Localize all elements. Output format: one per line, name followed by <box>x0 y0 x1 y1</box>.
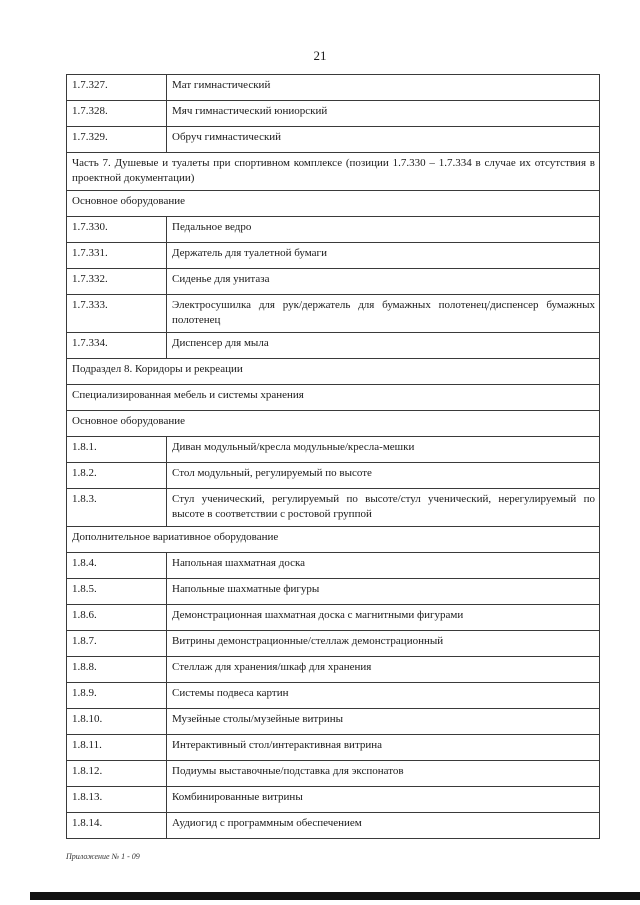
table-row <box>67 295 600 333</box>
item-name: Интерактивный стол/интерактивная витрина <box>167 735 600 761</box>
section-heading: Основное оборудование <box>67 411 600 437</box>
item-code: 1.8.7. <box>67 631 167 657</box>
table-row <box>67 735 600 761</box>
table-row <box>67 709 600 735</box>
table-row <box>67 579 600 605</box>
table-row <box>67 127 600 153</box>
section-row <box>67 527 600 553</box>
item-code: 1.7.328. <box>67 101 167 127</box>
section-heading: Подраздел 8. Коридоры и рекреации <box>67 359 600 385</box>
item-code: 1.8.8. <box>67 657 167 683</box>
section-heading: Специализированная мебель и системы хранения <box>67 385 600 411</box>
table-row <box>67 761 600 787</box>
item-name: Напольные шахматные фигуры <box>167 579 600 605</box>
item-name: Педальное ведро <box>167 217 600 243</box>
item-code: 1.7.333. <box>67 295 167 333</box>
item-code: 1.7.332. <box>67 269 167 295</box>
table-row <box>67 683 600 709</box>
item-name: Системы подвеса картин <box>167 683 600 709</box>
table-row <box>67 75 600 101</box>
table-row <box>67 489 600 527</box>
item-name: Стол модульный, регулируемый по высоте <box>167 463 600 489</box>
table-row <box>67 333 600 359</box>
table-row <box>67 787 600 813</box>
item-name: Подиумы выставочные/подставка для экспонатов <box>167 761 600 787</box>
section-heading: Основное оборудование <box>67 191 600 217</box>
item-name: Диспенсер для мыла <box>167 333 600 359</box>
item-name: Электросушилка для рук/держатель для бумажных полотенец/диспенсер бумажных полотенец <box>167 295 600 333</box>
table-row <box>67 553 600 579</box>
table-row <box>67 813 600 839</box>
item-code: 1.7.331. <box>67 243 167 269</box>
table-row <box>67 217 600 243</box>
item-name: Комбинированные витрины <box>167 787 600 813</box>
item-code: 1.8.9. <box>67 683 167 709</box>
table-row <box>67 101 600 127</box>
table-row <box>67 631 600 657</box>
item-code: 1.7.334. <box>67 333 167 359</box>
item-name: Сиденье для унитаза <box>167 269 600 295</box>
table-row <box>67 657 600 683</box>
item-name: Стул ученический, регулируемый по высоте/стул ученический, нерегулируемый по высоте в соответствии с ростовой группой <box>167 489 600 527</box>
item-code: 1.8.6. <box>67 605 167 631</box>
item-name: Демонстрационная шахматная доска с магнитными фигурами <box>167 605 600 631</box>
scan-bottom-bar <box>30 892 640 900</box>
item-code: 1.7.329. <box>67 127 167 153</box>
table-row <box>67 605 600 631</box>
item-name: Мат гимнастический <box>167 75 600 101</box>
item-name: Напольная шахматная доска <box>167 553 600 579</box>
item-code: 1.8.3. <box>67 489 167 527</box>
table-row <box>67 269 600 295</box>
item-name: Витрины демонстрационные/стеллаж демонстрационный <box>167 631 600 657</box>
item-code: 1.8.12. <box>67 761 167 787</box>
item-name: Мяч гимнастический юниорский <box>167 101 600 127</box>
item-code: 1.8.11. <box>67 735 167 761</box>
item-code: 1.8.5. <box>67 579 167 605</box>
table-row <box>67 437 600 463</box>
section-heading: Дополнительное вариативное оборудование <box>67 527 600 553</box>
item-name: Стеллаж для хранения/шкаф для хранения <box>167 657 600 683</box>
section-row <box>67 385 600 411</box>
page-number: 21 <box>313 48 327 63</box>
item-code: 1.7.327. <box>67 75 167 101</box>
item-code: 1.8.1. <box>67 437 167 463</box>
footer-text: Приложение № 1 - 09 <box>66 852 140 861</box>
item-code: 1.7.330. <box>67 217 167 243</box>
section-row <box>67 411 600 437</box>
equipment-table <box>66 74 600 839</box>
section-heading: Часть 7. Душевые и туалеты при спортивном комплексе (позиции 1.7.330 – 1.7.334 в случае их отсутствия в проектной документации) <box>67 153 600 191</box>
table-row <box>67 243 600 269</box>
item-code: 1.8.13. <box>67 787 167 813</box>
section-row <box>67 191 600 217</box>
item-name: Музейные столы/музейные витрины <box>167 709 600 735</box>
section-row <box>67 359 600 385</box>
item-name: Диван модульный/кресла модульные/кресла-мешки <box>167 437 600 463</box>
item-code: 1.8.10. <box>67 709 167 735</box>
section-row <box>67 153 600 191</box>
table-row <box>67 463 600 489</box>
item-name: Обруч гимнастический <box>167 127 600 153</box>
item-name: Держатель для туалетной бумаги <box>167 243 600 269</box>
item-code: 1.8.4. <box>67 553 167 579</box>
item-code: 1.8.14. <box>67 813 167 839</box>
item-name: Аудиогид с программным обеспечением <box>167 813 600 839</box>
item-code: 1.8.2. <box>67 463 167 489</box>
